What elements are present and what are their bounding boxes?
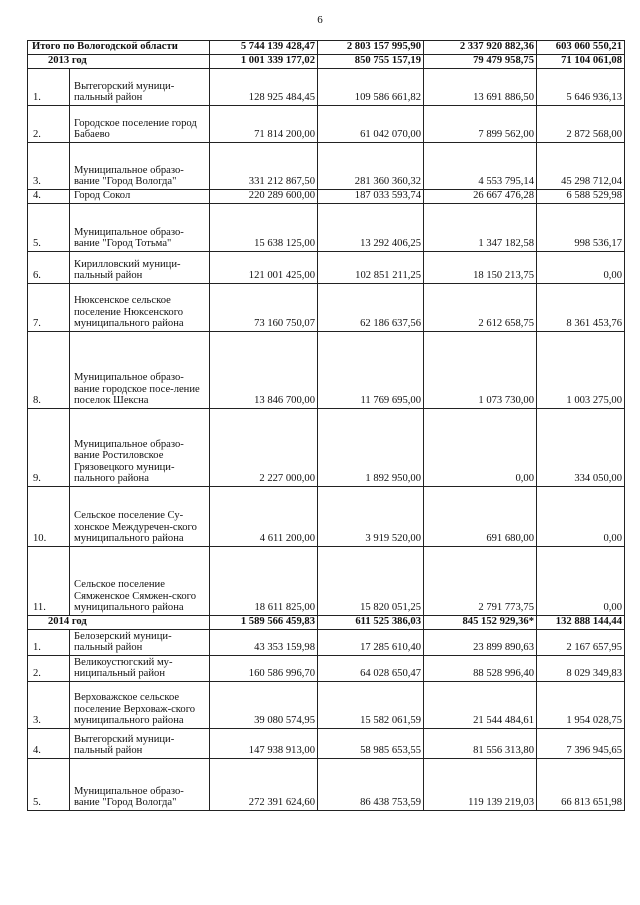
total-cost-cell: 13 846 700,00 [210, 332, 318, 409]
regional-budget-cell: 26 667 476,28 [424, 190, 537, 204]
municipality-name: Белозерский муници-пальный район [70, 630, 210, 656]
table-row [28, 143, 625, 190]
total-cost-cell: 4 611 200,00 [210, 487, 318, 547]
group-label: Итого по Вологодской области [28, 41, 210, 55]
row-index: 2. [28, 656, 70, 682]
group-label: 2014 год [28, 616, 210, 630]
local-budget-cell: 8 029 349,83 [537, 656, 625, 682]
regional-budget-cell: 7 899 562,00 [424, 106, 537, 143]
local-budget-cell: 7 396 945,65 [537, 729, 625, 759]
page-number: 6 [317, 14, 323, 26]
fund-cell: 102 851 211,25 [318, 252, 424, 284]
regional-budget-cell: 21 544 484,61 [424, 682, 537, 729]
regional-budget-cell: 2 791 773,75 [424, 547, 537, 616]
total-cost-cell: 39 080 574,95 [210, 682, 318, 729]
local-budget-cell: 0,00 [537, 252, 625, 284]
regional-budget-cell: 23 899 890,63 [424, 630, 537, 656]
local-budget-cell: 45 298 712,04 [537, 143, 625, 190]
fund-cell: 13 292 406,25 [318, 204, 424, 252]
row-index: 6. [28, 252, 70, 284]
fund-cell: 11 769 695,00 [318, 332, 424, 409]
fund-cell: 109 586 661,82 [318, 69, 424, 106]
local-budget-cell: 71 104 061,08 [537, 55, 625, 69]
row-index: 1. [28, 630, 70, 656]
municipality-name: Верховажское сельское поселение Верховаж-ского муниципального района [70, 682, 210, 729]
regional-budget-cell: 4 553 795,14 [424, 143, 537, 190]
fund-cell: 58 985 653,55 [318, 729, 424, 759]
municipality-name: Великоустюгский му-ниципальный район [70, 656, 210, 682]
funding-table [27, 40, 625, 811]
regional-budget-cell: 691 680,00 [424, 487, 537, 547]
table-row [28, 682, 625, 729]
row-index: 11. [28, 547, 70, 616]
fund-cell: 281 360 360,32 [318, 143, 424, 190]
regional-budget-cell: 79 479 958,75 [424, 55, 537, 69]
fund-cell: 3 919 520,00 [318, 487, 424, 547]
total-cost-cell: 147 938 913,00 [210, 729, 318, 759]
regional-budget-cell: 0,00 [424, 409, 537, 487]
fund-cell: 61 042 070,00 [318, 106, 424, 143]
local-budget-cell: 2 167 657,95 [537, 630, 625, 656]
municipality-name: Нюксенское сельское поселение Нюксенского муниципального района [70, 284, 210, 332]
municipality-name: Муниципальное образо-вание "Город Тотьма" [70, 204, 210, 252]
local-budget-cell: 998 536,17 [537, 204, 625, 252]
local-budget-cell: 8 361 453,76 [537, 284, 625, 332]
row-index: 5. [28, 204, 70, 252]
row-index: 8. [28, 332, 70, 409]
regional-budget-cell: 81 556 313,80 [424, 729, 537, 759]
regional-budget-cell: 1 347 182,58 [424, 204, 537, 252]
table-row [28, 729, 625, 759]
fund-cell: 611 525 386,03 [318, 616, 424, 630]
total-cost-cell: 5 744 139 428,47 [210, 41, 318, 55]
regional-budget-cell: 18 150 213,75 [424, 252, 537, 284]
regional-budget-cell: 2 612 658,75 [424, 284, 537, 332]
municipality-name: Муниципальное образо-вание Ростиловское Грязовецкого муници-пального района [70, 409, 210, 487]
total-cost-cell: 2 227 000,00 [210, 409, 318, 487]
fund-cell: 15 582 061,59 [318, 682, 424, 729]
table-row [28, 759, 625, 811]
municipality-name: Вытегорский муници-пальный район [70, 729, 210, 759]
regional-budget-cell: 2 337 920 882,36 [424, 41, 537, 55]
year-2013-row [28, 55, 625, 69]
fund-cell: 1 892 950,00 [318, 409, 424, 487]
row-index: 5. [28, 759, 70, 811]
fund-cell: 2 803 157 995,90 [318, 41, 424, 55]
regional-budget-cell: 1 073 730,00 [424, 332, 537, 409]
fund-cell: 17 285 610,40 [318, 630, 424, 656]
local-budget-cell: 603 060 550,21 [537, 41, 625, 55]
municipality-name: Вытегорский муници-пальный район [70, 69, 210, 106]
table-row [28, 252, 625, 284]
row-index: 2. [28, 106, 70, 143]
total-cost-cell: 1 001 339 177,02 [210, 55, 318, 69]
municipality-name: Сельское поселение Сямженское Сямжен-ского муниципального района [70, 547, 210, 616]
total-row [28, 41, 625, 55]
fund-cell: 86 438 753,59 [318, 759, 424, 811]
local-budget-cell: 334 050,00 [537, 409, 625, 487]
total-cost-cell: 128 925 484,45 [210, 69, 318, 106]
regional-budget-cell: 13 691 886,50 [424, 69, 537, 106]
municipality-name: Городское поселение город Бабаево [70, 106, 210, 143]
municipality-name: Сельское поселение Су-хонское Междуречен-ского муниципального района [70, 487, 210, 547]
municipality-name: Кирилловский муници-пальный район [70, 252, 210, 284]
regional-budget-cell: 119 139 219,03 [424, 759, 537, 811]
local-budget-cell: 5 646 936,13 [537, 69, 625, 106]
local-budget-cell: 2 872 568,00 [537, 106, 625, 143]
regional-budget-cell: 88 528 996,40 [424, 656, 537, 682]
local-budget-cell: 0,00 [537, 487, 625, 547]
fund-cell: 15 820 051,25 [318, 547, 424, 616]
row-index: 4. [28, 190, 70, 204]
local-budget-cell: 0,00 [537, 547, 625, 616]
total-cost-cell: 43 353 159,98 [210, 630, 318, 656]
group-label: 2013 год [28, 55, 210, 69]
row-index: 1. [28, 69, 70, 106]
table-row [28, 69, 625, 106]
local-budget-cell: 1 954 028,75 [537, 682, 625, 729]
row-index: 10. [28, 487, 70, 547]
table-row [28, 190, 625, 204]
fund-cell: 850 755 157,19 [318, 55, 424, 69]
municipality-name: Муниципальное образо-вание городское посе-ление поселок Шексна [70, 332, 210, 409]
table-row [28, 487, 625, 547]
regional-budget-cell: 845 152 929,36* [424, 616, 537, 630]
total-cost-cell: 1 589 566 459,83 [210, 616, 318, 630]
table-row [28, 656, 625, 682]
fund-cell: 62 186 637,56 [318, 284, 424, 332]
table-row [28, 547, 625, 616]
table-row [28, 332, 625, 409]
year-2014-row [28, 616, 625, 630]
table-row [28, 409, 625, 487]
table-body [28, 41, 625, 811]
total-cost-cell: 331 212 867,50 [210, 143, 318, 190]
fund-cell: 64 028 650,47 [318, 656, 424, 682]
row-index: 3. [28, 682, 70, 729]
local-budget-cell: 132 888 144,44 [537, 616, 625, 630]
row-index: 4. [28, 729, 70, 759]
municipality-name: Муниципальное образо-вание "Город Вологда" [70, 143, 210, 190]
fund-cell: 187 033 593,74 [318, 190, 424, 204]
local-budget-cell: 66 813 651,98 [537, 759, 625, 811]
table-row [28, 630, 625, 656]
table-row [28, 106, 625, 143]
total-cost-cell: 220 289 600,00 [210, 190, 318, 204]
municipality-name: Муниципальное образо-вание "Город Вологда" [70, 759, 210, 811]
row-index: 9. [28, 409, 70, 487]
municipality-name: Город Сокол [70, 190, 210, 204]
local-budget-cell: 1 003 275,00 [537, 332, 625, 409]
row-index: 7. [28, 284, 70, 332]
table-row [28, 204, 625, 252]
total-cost-cell: 15 638 125,00 [210, 204, 318, 252]
total-cost-cell: 73 160 750,07 [210, 284, 318, 332]
total-cost-cell: 121 001 425,00 [210, 252, 318, 284]
total-cost-cell: 160 586 996,70 [210, 656, 318, 682]
local-budget-cell: 6 588 529,98 [537, 190, 625, 204]
table-row [28, 284, 625, 332]
total-cost-cell: 272 391 624,60 [210, 759, 318, 811]
total-cost-cell: 18 611 825,00 [210, 547, 318, 616]
total-cost-cell: 71 814 200,00 [210, 106, 318, 143]
row-index: 3. [28, 143, 70, 190]
